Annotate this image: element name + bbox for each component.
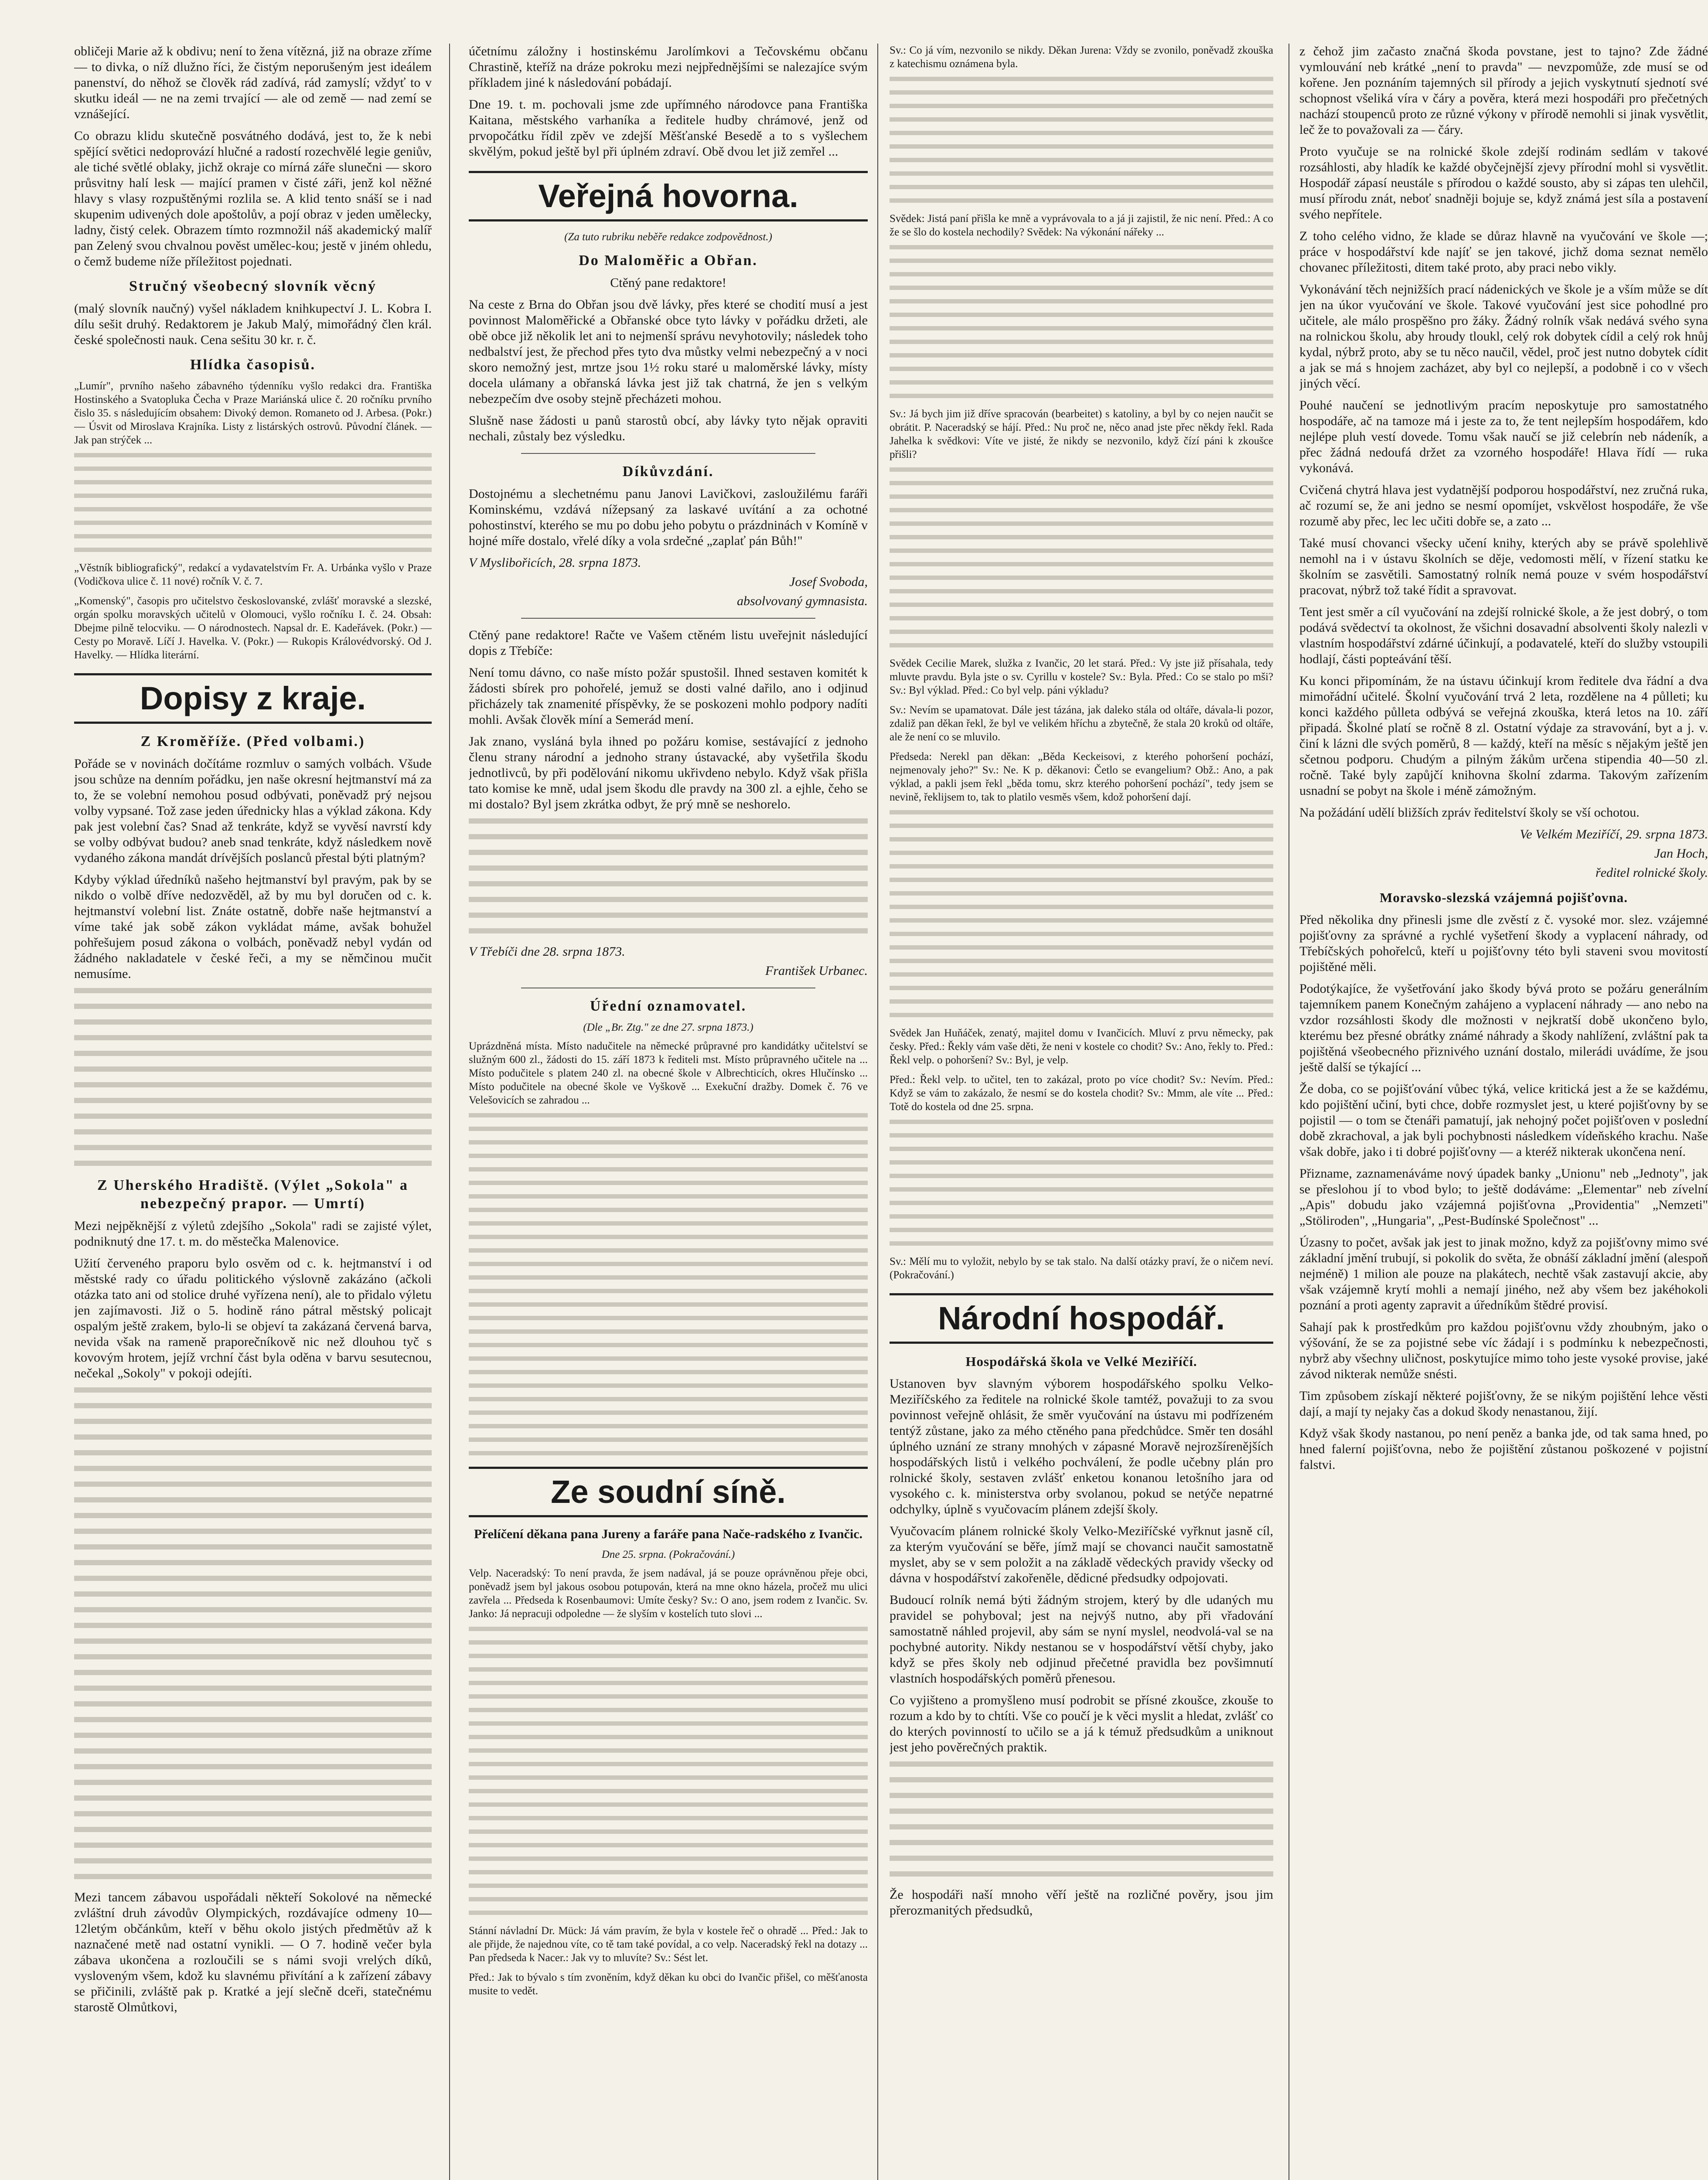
paragraph: Stánní návladní Dr. Mück: Já vám pravím, že byla v kostele řeč o ohradě ... Před.: Jak to ale přijde, že najednou víte, co tě tam také povídal, a co velp. Naceradský řekl na dotazy ... Pan předseda k Nacer.: Jak vy to mluvíte? Sv.: Sést let.	[469, 1925, 868, 1964]
text-lines	[469, 1627, 868, 1915]
column-1	[74, 44, 432, 2021]
item-title: Úřední oznamovatel.	[590, 998, 747, 1014]
column-3	[890, 44, 1273, 1925]
paragraph: Na ceste z Brna do Obřan jsou dvě lávky, přes které se chodití musí a jest povinnost Maloměřické a Obřanské obce tyto lávky v pořádku držeti, ale obě obce již několik let ani to nejmenší správu nevyhotovily; následek toho nedbalství jest, že přechod přes tyto dva můstky velmi nebezpečný a v noci skoro nemožný jest, mrtze jsou 1½ roku staré u maloměrské lávky, místy docela ulámany a obřanská lávka jest již tak chatrná, že jen s velkým nebezpečím dve osoby stejně přecházeti mohou.	[469, 297, 868, 406]
item-title: Přelíčení děkana pana Jureny a faráře pana Nače-radského z Ivančic.	[474, 1527, 863, 1541]
section-heading: Dopisy z kraje.	[74, 673, 432, 724]
item-title: Hlídka časopisů.	[190, 357, 316, 373]
paragraph: Uprázdněná místa. Místo nadučitele na německé průpravné pro kandidátky učitelství se služným 600 zl., žádosti do 15. září 1873 k řediteli mst. Místo průpravného učitele na ... Místo podučitele s platem 240 zl. na obecné škole v Albrechticích, okres Hlučínsko ... Místo podučitele na obecné škole ve Vyškově ... Exekuční dražby. Domek č. 76 ve Velešovicích se zahradou ...	[469, 1040, 868, 1106]
divider	[521, 618, 815, 619]
signature-name: Josef Svoboda,	[789, 575, 868, 589]
paragraph: Svědek: Jistá paní přišla ke mně a vyprávovala to a já ji zajistil, že nic není. Před.: A co že se šlo do kostela nechodily? Svědek: Na výkonání nářeky ...	[890, 213, 1273, 238]
item-title: Z Kroměříže. (Před volbami.)	[140, 733, 365, 749]
text-lines	[469, 818, 868, 933]
paragraph: Ku konci připomínám, že na ústavu účinkují krom ředitele dva řádní a dva mimořádní učitelé. Školní vyučování trvá 2 leta, rozdělene na 4 půlleti; ku konci každého půlleta odbývá se veřejná zkouška, která letos na 10. září připadá. Školné platí se ročně 8 zl. Ostatní výdaje za stravování, byt a j. v. činí k lázni dle svých poměrů, 8 — každý, kteří na měsíc s nějakým ještě jen sčetnou podporu. Chudým a pilným žákům určena stipendia 40—50 zl. ročně. Také byly zapůjčí knihovna školní zdarma. Takovým zařízením usnadní se pobyt na škole i méně zámožným.	[1299, 674, 1708, 798]
column-4	[1299, 44, 1708, 1479]
paragraph: Že doba, co se pojišťování vůbec týká, velice kritická jest a že se každému, kdo pojištění učiní, byti chce, dobře rozmyslet jest, u které pojišťovny by se pojistil — o tom se čtenáři pamatují, jak nehojný počet pojišťoven v poslední době zkrachoval, a jak byli pochybnosti následkem vídeňského krachu. Naše však dobře, jako i ti dobré pojišťovny — a kteréž nikterak ukončena není.	[1299, 1082, 1708, 1159]
paragraph: Vykonávání těch nejnižších prací nádenických ve škole je a vším může se dít jen na úkor vyučování ve škole. Takové vyučování jest sice pohodlné pro učitele, ale málo prospěšno pro žáky. Žádný rolník však nedává svého syna na rolnickou školu, aby hroudy tloukl, celý rok dobytek cídil a celý rok hnůj kydal, nýbrž proto, aby se tu něco naučil, vědel, proč jest nutno dobytek cídit a jak se má s hnojem zacházet, aby byl co nejlepší, a podobně i co v všech jiných věcí.	[1299, 282, 1708, 391]
paragraph: Mezi tancem zábavou uspořádali někteří Sokolové na německé zvláštní druh závodův Olympických, rozdávajíce odmeny 10—12letým občánkům, kteří v běhu okolo jistých předmětův až k naznačené metě nad ostatní vynikli. — O 7. hodině večer byla zábava ukončena a rozloučili se s námi svoji vrelých díků, vysloveným všem, kdož ku slavnému přivítání a k zařízení zábavy se přičinili, zvláště pak p. Kratké a její slečně dceři, statečnému starostě Olmůtkovi,	[74, 1890, 432, 2014]
column-rule	[877, 44, 878, 2180]
paragraph: Cvičená chytrá hlava jest vydatnější podporou hospodářství, nez zručná ruka, ač rozumí se, že ani jedno se nesmí opomíjet, vskvělost hospodáře, že vše rozumě aby přec, lec lec učiti dobře se, a zato ...	[1299, 483, 1708, 528]
signature-name: Jan Hoch,	[1654, 846, 1708, 861]
section-note: (Dle „Br. Ztg." ze dne 27. srpna 1873.)	[583, 1022, 753, 1033]
column-2	[469, 44, 868, 2004]
paragraph: Přizname, zaznamenáváme nový úpadek banky „Unionu" neb „Jednoty", jak se přeslohou jí to vbod bylo; to ještě dodáváme: „Elementar" neb zívelní „Apis" dobudu jako vzájemná pojišťovna „Providentia" „Nemzeti" „Stöliroden", „Hungaria", „Pest-Budínské Společnost" ...	[1299, 1166, 1708, 1228]
paragraph: Vyučovacím plánem rolnické školy Velko-Meziříčské vyřknut jasně cíl, za kterým vyučování se běře, jímž mají se chovanci naučit samostatně myslet, aby se v sem položit a na základě vědeckých pravidy všecky od dávna v hospodářství zakořeněle, dědicné předsudky odpojovati.	[890, 1524, 1273, 1585]
column-rule	[449, 44, 450, 2180]
text-lines	[890, 467, 1273, 647]
paragraph: Užití červeného praporu bylo osvěm od c. k. hejtmanství i od městské rady co úřadu politického výslovně zakázáno (ačkoli otázka tato ani od stolice druhé vyřízena není), ale to přidalo výletu jen zajímavosti. Již o 5. hodině ráno pátral městský policajt ospalým ještě zrakem, bylo-li se objeví ta zakázaná červená barva, nevida však na rameně praporečníkově nic než dlouhou tyč s kovovým hrotem, jejíž vrchní část byla oděna v barvu sesutecnou, nečekal „Sokoly" v pokoji odejíti.	[74, 1256, 432, 1380]
paragraph: Ustanoven byv slavným výborem hospodářského spolku Velko-Meziříčského za ředitele na rolnické škole tamtéž, považuji to za svou povinnost veřejně ohlásit, že směr vyučování na ústavu mi podřízeném tentýž zůstane, jako za mého ctěného pana předchůdce. Směr ten dosáhl úplného uznání ze strany mnohých v zápasné Moravě nejrozšírenějších hospodářských listů i velkého pochválení, že podle učebny plán pro rolnické školy, sestaven zvlášť enketou konanou letošního jara od vysokého c. k. ministerstva orby svolanou, pokud se netýče nepatrné odchylky, úplně s vyučovacím plánem zdejší školy.	[890, 1376, 1273, 1516]
paragraph: Sv.: Nevím se upamatovat. Dále jest tázána, jak daleko stála od oltáře, dávala-li pozor, zdaliž pan děkan řekl, že byl ve velikém hříchu a zbytečně, že stala 20 kroků od oltáře, ale že není co se mluvilo.	[890, 704, 1273, 743]
paragraph: „Věstník bibliografický", redakcí a vydavatelstvím Fr. A. Urbánka vyšlo v Praze (Vodičkova ulice č. 11 nové) ročník V. č. 7.	[74, 562, 432, 587]
signature-name: František Urbanec.	[765, 964, 868, 978]
paragraph: Svědek Jan Huňáček, zenatý, majitel domu v Ivančicích. Mluví z prvu německy, pak česky. Před.: Řekly vám vaše děti, že neni v kostele co chodit? Sv.: Ano, řekly to. Před.: Řekl velp. o pohoršení? Sv.: Byl, je velp.	[890, 1027, 1273, 1066]
text-lines	[74, 988, 432, 1166]
item-title: Stručný všeobecný slovník věcný	[129, 278, 377, 294]
section-note: (Za tuto rubriku neběře redakce zodpovědnost.)	[564, 231, 772, 243]
signature-place: Ve Velkém Meziříčí, 29. srpna 1873.	[1520, 827, 1708, 841]
paragraph: Proto vyučuje se na rolnické škole zdejší rodinám sedlám v takové rozsáhlosti, aby hladík ke každé obyčejnější zjevy přírodní mohl si vysvětlit. Hospodář zápasí neustále s přírodou o každé sousto, aby si zápas ten ulehčil, musí přírodu znát, neboť snadněji bojuje se, když známá jest síla a postavení svého nepřítele.	[1299, 144, 1708, 221]
text-lines	[890, 810, 1273, 1017]
paragraph: Před několika dny přinesli jsme dle zvěstí z č. vysoké mor. slez. vzájemné pojišťovny za správné a rychlé vyšetření škody a vyplacení náhrady, od Třebíčských pohořelců, kteří u pojišťovny této byli staveni svou movitostí pojištěné měli.	[1299, 913, 1708, 974]
paragraph: Svědek Cecilie Marek, služka z Ivančic, 20 let stará. Před.: Vy jste již přísahala, tedy mluvte pravdu. Byla jste o sv. Cyrillu v kostele? Sv.: Byla. Před.: Co se stalo po mši? Sv.: Byl výklad. Před.: Co byl velp. páni výkladu?	[890, 657, 1273, 696]
signature-place: V Třebíči dne 28. srpna 1873.	[469, 944, 625, 959]
paragraph: Velp. Naceradský: To není pravda, že jsem nadával, já se pouze oprávněnou přeje obci, poněvadž jsem byl jakous osobou potupován, která na mne okno házela, pročež mu ulici zavřela ... Předseda k Rosenbaumovi: Umíte česky? Sv.: O ano, jsem rodem z Ivančic. Sv. Janko: Já nepracuji odpoledne — že slyším v kostelích tuto slovi ...	[469, 1567, 868, 1620]
paragraph: obličeji Marie až k obdivu; není to žena vítězná, již na obraze zříme — to divka, o níž dlužno říci, že čistým neporušeným jest ideálem panenství, do něhož se člověk rád zadívá, rád zamyslí; vždyť to v skutku ideál — ne na zemi trvající — ale od země — nad zemí se vznášející.	[74, 44, 432, 121]
paragraph: Že hospodáři naší mnoho věří ještě na rozličné pověry, jsou jim přerozmanitých předsudků,	[890, 1887, 1273, 1918]
text-lines	[890, 77, 1273, 203]
text-lines	[469, 1113, 868, 1455]
paragraph: Pořáde se v novinách dočítáme rozmluv o samých volbách. Všude jsou schůze na denním pořádku, jen naše okresní hejtmanství má za to, že se volební nemohou posud odbývati, poněvadž prý nejsou volby vypsané. Tož zase jeden úřednicky hlas a výklad zákona. Kdy pak jest volební čas? Snad až tenkráte, když se vyvěsí navrstí kdy se volby odbývat budou? aneb snad tenkráte, když následkem nově vydaného zákona mandát drívějších poslanců přestal býti platným?	[74, 756, 432, 865]
item-title: Hospodářská škola ve Velké Meziříčí.	[965, 1354, 1197, 1369]
text-lines	[74, 1387, 432, 1879]
item-title: Do Maloměřic a Obřan.	[579, 252, 758, 269]
paragraph: Předseda: Nerekl pan děkan: „Běda Keckeisovi, z kterého pohoršení pochází, nejmenovaly jeho?" Sv.: Ne. K p. děkanovi: Četlo se evangelium? Obž.: Ano, a pak výklad, a pakli jsem řekl „běda tomu, skrz kterého pohoršení pochází", tedy jsem se nevině, řeklijsem to, tak to platilo vesměs všem, kdož pohoršení dají.	[890, 751, 1273, 803]
paragraph: Sv.: Já bych jim již dříve spracován (bearbeitet) s katoliny, a byl by co nejen naučit se obrátit. P. Naceradský se hájí. Před.: Nu proč ne, něco anad jste přec někdy řekl. Rada Jahelka k svědkovi: Víte ve jisté, že nikdy se nezvonilo, když čízí páni k zkoušce přišli?	[890, 408, 1273, 460]
paragraph: Na požádání udělí bližších zpráv ředitelství školy se vší ochotou.	[1299, 805, 1640, 820]
paragraph: Jak znano, vysláná byla ihned po požáru komise, sestávající z jednoho členu strany národní a jednoho strany ústavacké, aby vyšetřila škodu jednotlivců, by při podělování nikomu ukřivdeno nebylo. Když však přišla tato komise ke mně, udal jsem škodu dle pravdy na 300 zl. a ejhle, čeho se mi dostalo? Byl jsem zkrátka odbyt, že prý mně se neshorelo.	[469, 734, 868, 811]
paragraph: Sv.: Co já vím, nezvonilo se nikdy. Děkan Jurena: Vždy se zvonilo, poněvadž zkouška z katechismu oznámena byla.	[890, 44, 1273, 70]
paragraph: Dostojnému a slechetnému panu Janovi Lavičkovi, zasloužilému faráři Kominskému, vzdává nížepsaný za laskavé uvítání a za ochotné pohostinství, kterého se mu po dobu jeho pobytu o prázdninách v Komíně v hojné míře dostalo, vřelé díky a vola srdečné „zaplať pán Bůh!"	[469, 487, 868, 548]
signature-title: ředitel rolnické školy.	[1595, 865, 1708, 880]
paragraph: Sv.: Mělí mu to vyložit, nebylo by se tak stalo. Na další otázky praví, že o ničem neví. (Pokračování.)	[890, 1256, 1273, 1281]
paragraph: Z toho celého vidno, že klade se důraz hlavně na vyučování ve škole —; práce v hospodářství kde najíť se jen takové, jichž doma seznat nemělo chovanec příležitosti, ditem také proto, aby praci nebo vikly.	[1299, 229, 1708, 275]
text-lines	[890, 245, 1273, 398]
section-heading: Národní hospodář.	[890, 1293, 1273, 1344]
text-lines	[890, 1120, 1273, 1246]
paragraph: Sahají pak k prostředkům pro každou pojišťovnu vždy zhoubným, jako o výšování, že se za pojistné sebe víc žádají i s podmínku k nebezpečnosti, nybrž aby všechny uličnost, poskytujíce mimo toho jeste vysoké provise, jaké závod nikterak nemůže snésti.	[1299, 1320, 1708, 1381]
paragraph: Tent jest směr a cíl vyučování na zdejší rolnické škole, a že jest dobrý, o tom podává svědectví ta okolnost, že všichni dosavadní absolventi školy nalezli v vlastním hospodářství zdárné účinkují, a podavatelé, kteří do služby vstoupili hodlají, části popteávání těší.	[1299, 605, 1708, 666]
paragraph: Podotýkajíce, že vyšetřování jako škody bývá proto se požáru generálním tajemníkem panem Konečným zahájeno a vyplacení náhrady — ano nebo na vzdor rozsáhlosti škody dle možnosti v nejkratší době ukončeno bylo, kterému bez přesné obrátky známé náhrady a škody nahlížení, zvláštní pak ta pojištěná všeobecného přiznivého uznání dostalo, milerádi uvádíme, že jsou ještě další se týkající ...	[1299, 981, 1708, 1074]
item-title: Díkůvzdání.	[622, 463, 714, 480]
paragraph: účetnímu záložny i hostinskému Jarolímkovi a Tečovskému občanu Chrastině, kteříž na dráze pokroku mezi nejpřednějšími se nalezajíce svým příkladem jiné k následování pobádají.	[469, 44, 868, 90]
paragraph: Kdyby výklad úředníků našeho hejtmanství byl pravým, pak by se nikdo o volbě dříve nedozvěděl, až by mu byl doručen od c. k. hejtmanství volební list. Znáte ostatně, dobře naše hejtmanství a víme také jak sobě zákon vykládat máme, avšak bohužel pohřešujem posud zákona o volbách, poněvadž nebyl vydán od žádného nakladatele v české řeči, a my se němčinou mučit nemusíme.	[74, 872, 432, 981]
paragraph: Mezi nejpěknější z výletů zdejšího „Sokola" radi se zajisté výlet, podniknutý dne 17. t. m. do městečka Malenovice.	[74, 1219, 432, 1249]
paragraph: Není tomu dávno, co naše místo požár spustošil. Ihned sestaven komitét k žádosti sbírek pro pohořelé, jemuž se dosti valné dařilo, ano i odjinud přicházely tak znamenité příspěvky, že se poskozeni mohlo podpory nadíti mohli. Avšak člověk míní a Semerád mení.	[469, 665, 868, 727]
text-lines	[74, 453, 432, 552]
paragraph: Slušně nase žádosti u panů starostů obcí, aby lávky tyto nějak opraviti nechali, zůstaly bez výsledku.	[469, 413, 868, 443]
paragraph: Ctěný pane redaktore! Račte ve Vašem ctěném listu uveřejnit následující dopis z Třebíče:	[469, 628, 868, 658]
section-heading: Ze soudní síně.	[469, 1467, 868, 1517]
text-lines	[890, 1761, 1273, 1877]
section-heading: Veřejná hovorna.	[469, 171, 868, 221]
signature-place: V Myslibořicích, 28. srpna 1873.	[469, 555, 641, 570]
signature-title: absolvovaný gymnasista.	[737, 594, 868, 608]
paragraph: Také musí chovanci všecky učení knihy, kterých aby se právě spolehlivě nemohl na i v ústavu školních se děje, vedomosti mělí, v řízení statku ke školním se zasvětili. Samostatný rolník nemá pouze v svém hospodářství pracovat, nýbrž tož také řídit a spravovat.	[1299, 536, 1708, 597]
paragraph: z čehož jim začasto značná škoda povstane, jest to tajno? Zde žádné vymlouvání neb krátké „není to pravda" — nevzpomůže, zde musí se od kořene. Jen poznáním tajemných sil přírody a jejich vyskytnutí sjednotí své schopnost všeliká víra v čáry a pověra, která mezi hospodáři pro přečetných nachází stoupenců proto ze různé výkony v přírodě nemohli si jinak vysvětlit, leč že to považovali za — čáry.	[1299, 44, 1708, 137]
paragraph: „Komenský", časopis pro učitelstvo českoslovanské, zvlášť moravské a slezské, orgán spolku moravských učitelů v Olomouci, vyšlo ročníku I. č. 24. Obsah: Dbejme pilně telocviku. — O národnostech. Napsal dr. E. Kadeřávek. (Pokr.) — Cesty po Moravě. Líčí J. Havelka. V. (Pokr.) — Rukopis Královédvorský. Od J. Havelky. — Hlídka literární.	[74, 595, 432, 661]
paragraph: Pouhé naučení se jednotlivým pracím neposkytuje pro samostatného hospodáře, ač na tamoze má i jeste za to, že tent nejlepším hospodářem, kdo nejlépe pluh vestí dovede. Tomu však naučí se již celebrín neb nádeník, a přec žádná nedoufá držet za vzorného hospodáře! Hlava řídí — ruka vykonává.	[1299, 398, 1708, 475]
paragraph: „Lumír", prvního našeho zábavného týdenníku vyšlo redakci dra. Františka Hostinského a Svatopluka Čecha v Praze Mariánská ulice č. 20 ročníku prvního čislo 35. s následujícím obsahem: Divoký demon. Romaneto od J. Arbesa. (Pokr.) — Úsvit od Miroslava Krajníka. Listy z listárských ostrovů. Původní článek. — Jak pan strýček ...	[74, 380, 432, 446]
item-title: Moravsko-slezská vzájemná pojišťovna.	[1380, 890, 1628, 905]
paragraph: Úzasny to počet, avšak jak jest to jinak možno, když za pojišťovny mimo své základní jmění trubují, si pokolik do světa, že obnáší základní jmění (alespoň nejméně) 1 milion ale pouze na plakátech, nechtě však zastavují akcie, aby však vzájemně krytí mohli a nemají jiného, než aby všem bez jakéhokoli poznání a proti agenty zapravit a úředníkům štědré provisí.	[1299, 1235, 1708, 1312]
divider	[521, 453, 815, 454]
section-note: Dne 25. srpna. (Pokračování.)	[601, 1549, 735, 1560]
paragraph: Když však škody nastanou, po není peněz a banka jde, od tak sama hned, po hned falerní pojišťovna, nebo že pojištění zůstanou poškozené v pojistní falstvi.	[1299, 1426, 1708, 1472]
paragraph: Budoucí rolník nemá býti žádným strojem, který by dle udaných mu pravidel se pohyboval; jest na nejvýš nutno, aby při vřadování samostatně náhled projevil, aby sám se nyní myslel, neodvolá-val se na pochybné autority. Nikdy nestanou se v hospodářství větší chyby, jako když se přes školy neb odjinud přečetné pravidla bez povšimnutí vlastních hospodářských poměrů přenesou.	[890, 1593, 1273, 1686]
paragraph: Co obrazu klidu skutečně posvátného dodává, jest to, že k nebi spějící světici nedoprovází hlučné a radostí rozechvělé legie geniův, ale tiché světlé oblaky, jichž okraje co mírná záře slunečni — skoro průsvitny halí lesk — mající pramen v čisté záři, jenž kol něžné hlavy s vlasy rozpuštěnými rozlila se. A klid tento snáší se i nad skupenim udivených dole apoštolův, a pojí obraz v jeden umělecky, ladny, čistý celek. Obrazem tímto rozmnožil náš akademický malíř pan Zelený svou chvalnou pověst umělec-kou; jestě v jiném ohledu, o čemž budeme níže příležitost pojednati.	[74, 129, 432, 269]
paragraph: Dne 19. t. m. pochovali jsme zde upřímného národovce pana Františka Kaitana, městského varhaníka a ředitele hudby chrámové, jenž od prvopočátku řídil zpěv ve zdejší Měšťanské Besedě a to s vyšlechem skvělým, pokud ještě byl při úplném zdraví. Obě dvou let již zemřel ...	[469, 97, 868, 159]
paragraph: Před.: Jak to bývalo s tím zvoněním, když děkan ku obci do Ivančic přišel, co měšťanosta musite to vedět.	[469, 1972, 868, 1997]
paragraph: Co vyjišteno a promyšleno musí podrobit se přísné zkoušce, zkouše to rozum a kdo by to chtíti. Vše co poučí je k věci myslit a hledat, zvlášť co do kterých povinností to učilo se a já k témuž předsudkům a uniknout jest jeho pověrečných praktik.	[890, 1693, 1273, 1754]
item-title: Z Uherského Hradiště. (Výlet „Sokola" a nebezpečný prapor. — Umrtí)	[97, 1177, 409, 1212]
salutation: Ctěný pane redaktore!	[610, 276, 726, 290]
paragraph: Tim způsobem získají některé pojišťovny, že se nikým pojištění lehce věsti dají, a mají ty nejaky čas a dokud škody nenastanou, žijí.	[1299, 1389, 1708, 1419]
paragraph: Před.: Řekl velp. to učitel, ten to zakázal, proto po více chodit? Sv.: Nevím. Před.: Když se vám to zakázalo, že nesmí se do kostela chodit? Sv.: Mmm, ale víte ... Před.: Totě do kostela od dne 25. srpna.	[890, 1074, 1273, 1113]
paragraph: (malý slovník naučný) vyšel nákladem knihkupectví J. L. Kobra I. dílu sešit druhý. Redaktorem je Jakub Malý, mimořádný člen král. české společnosti nauk. Cena sešitu 30 kr. r. č.	[74, 301, 432, 347]
